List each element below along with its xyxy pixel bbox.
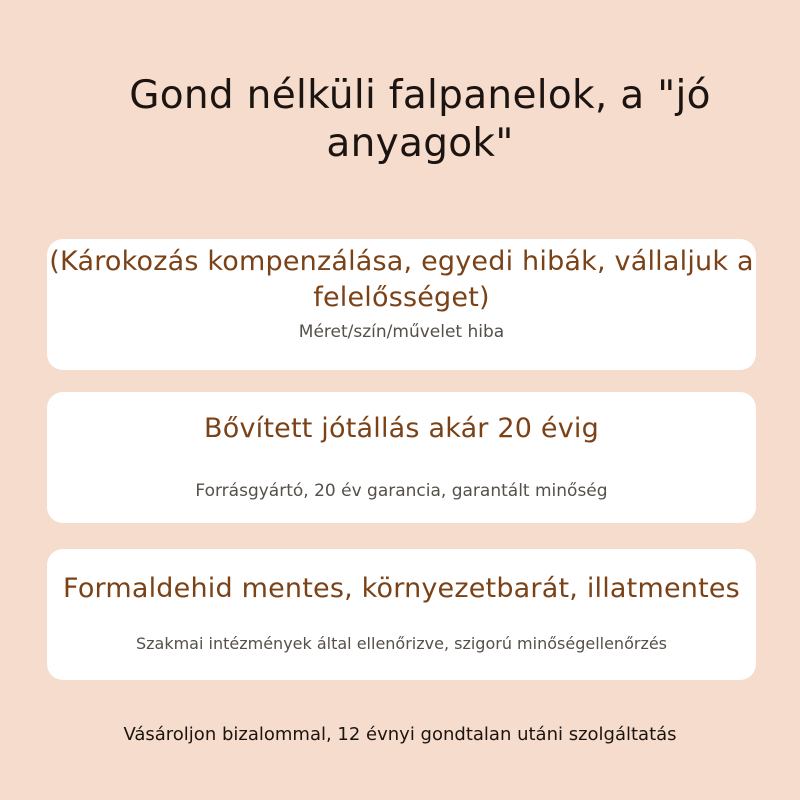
card-subtext: Méret/szín/művelet hiba bbox=[298, 322, 505, 342]
card-subtext: Szakmai intézmények által ellenőrizve, szigorú minőségellenőrzés bbox=[135, 634, 668, 653]
card-headline: Formaldehid mentes, környezetbarát, illatmentes bbox=[63, 573, 740, 604]
footer-text: Vásároljon bizalommal, 12 évnyi gondtalan utáni szolgáltatás bbox=[123, 724, 677, 745]
card-subtext: Forrásgyártó, 20 év garancia, garantált minőség bbox=[195, 481, 608, 501]
card-headline: Bővített jótállás akár 20 évig bbox=[204, 413, 599, 444]
feature-card-warranty bbox=[47, 392, 756, 523]
card-headline: (Károkozás kompenzálása, egyedi hibák, vállaljuk a felelősséget) bbox=[49, 246, 754, 313]
feature-card-compensation bbox=[47, 239, 756, 370]
feature-card-formaldehyde-free bbox=[47, 549, 756, 680]
page-title: Gond nélküli falpanelok, a "jó anyagok" bbox=[129, 73, 711, 166]
